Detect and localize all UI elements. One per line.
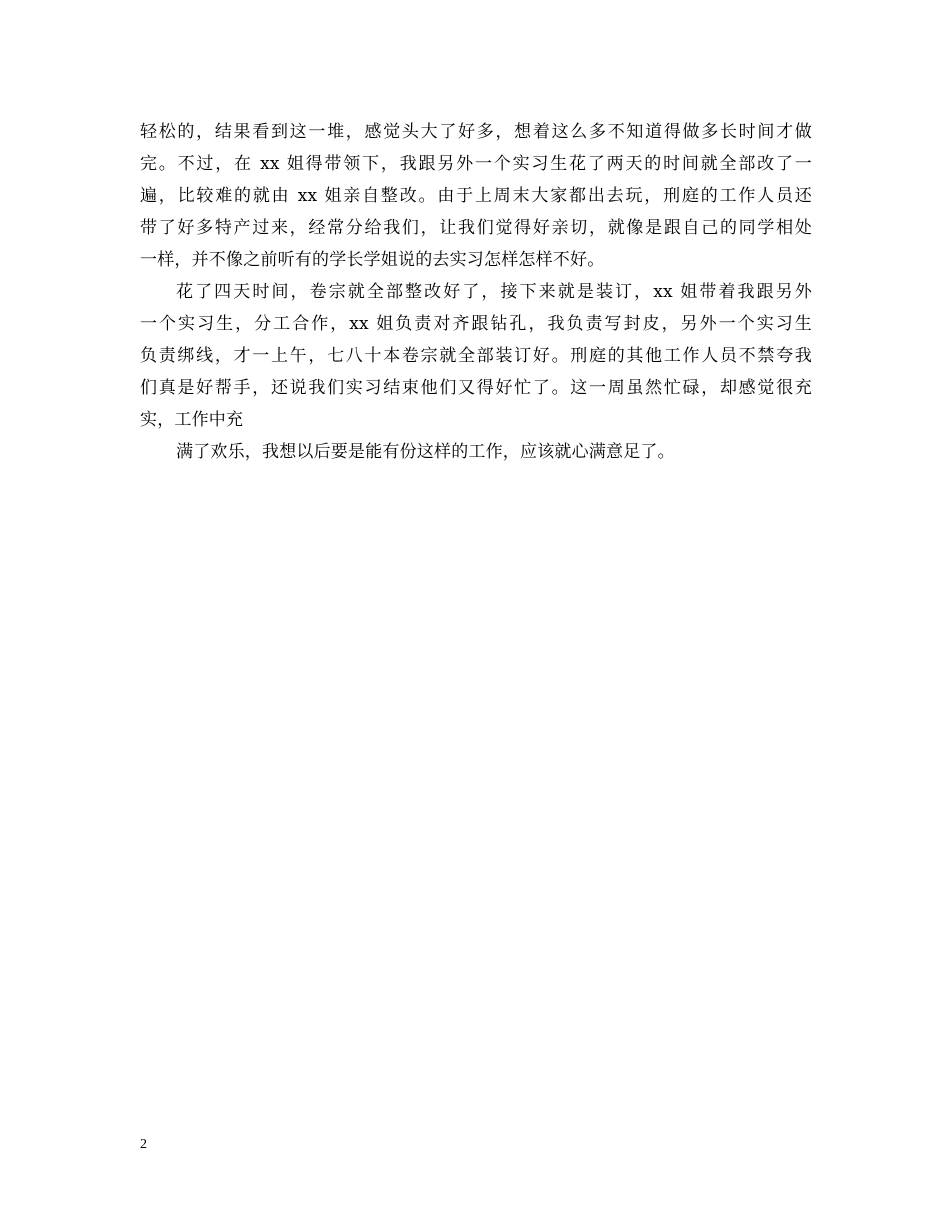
text-line: 完。不过，在 xx 姐得带领下，我跟另外一个实习生花了两天的时间就全部改了一 [140,154,812,174]
text-line: 遍，比较难的就由 xx 姐亲自整改。由于上周末大家都出去玩，刑庭的工作人员还 [140,186,812,206]
text-line: 满了欢乐，我想以后要是能有份这样的工作，应该就心满意足了。 [176,442,675,462]
text-line: 实，工作中充 [140,410,244,430]
text-line: 一个实习生，分工合作，xx 姐负责对齐跟钻孔，我负责写封皮，另外一个实习生 [140,314,812,334]
text-line: 花了四天时间，卷宗就全部整改好了，接下来就是装订，xx 姐带着我跟另外 [176,282,812,302]
text-line: 带了好多特产过来，经常分给我们，让我们觉得好亲切，就像是跟自己的同学相处 [140,218,812,238]
text-line: 们真是好帮手，还说我们实习结束他们又得好忙了。这一周虽然忙碌，却感觉很充 [140,378,812,398]
body-text [140,116,812,468]
page-number: 2 [140,1137,147,1152]
text-line: 一样，并不像之前听有的学长学姐说的去实习怎样怎样不好。 [140,250,605,270]
text-line: 轻松的，结果看到这一堆，感觉头大了好多，想着这么多不知道得做多长时间才做 [140,122,812,142]
text-line: 负责绑线，才一上午，七八十本卷宗就全部装订好。刑庭的其他工作人员不禁夸我 [140,346,812,366]
